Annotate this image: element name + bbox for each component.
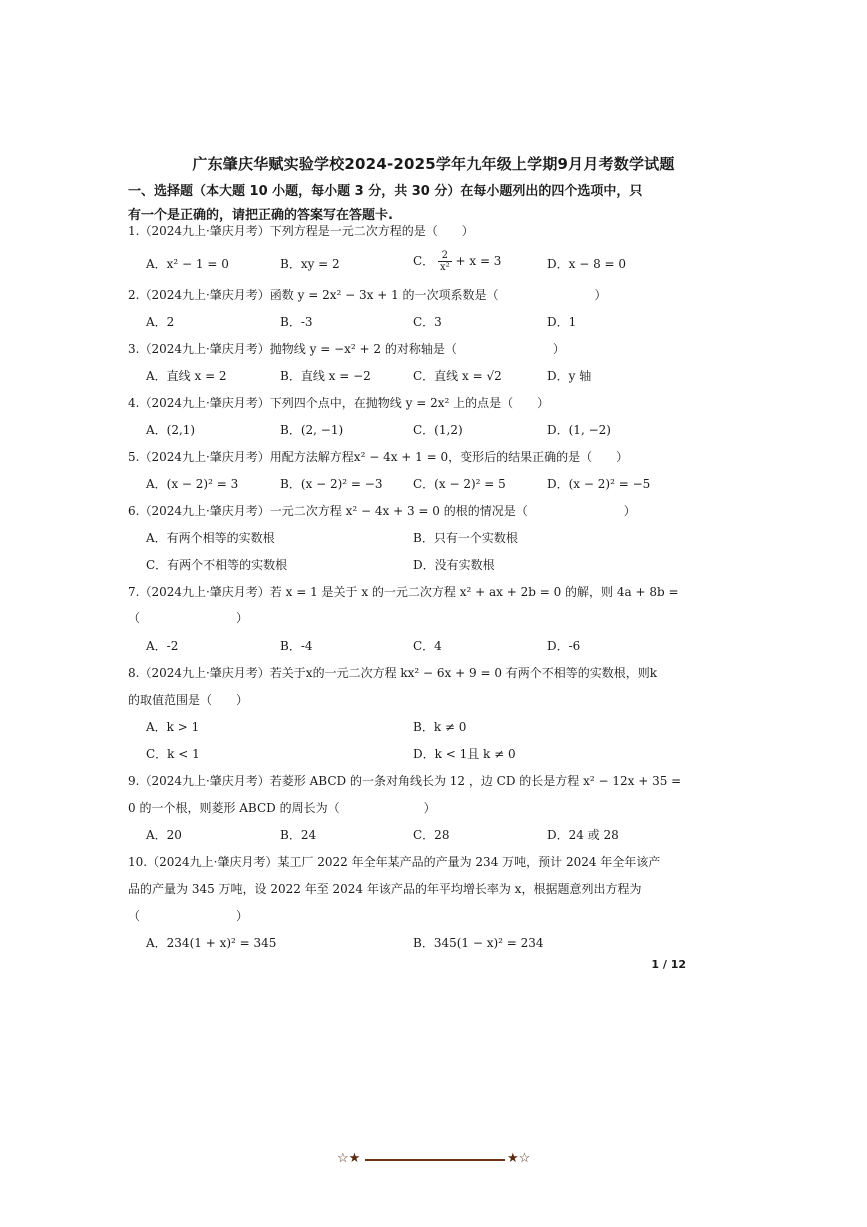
- question-7-option-a: A．-2: [146, 639, 179, 653]
- question-7-stem: 7.（2024九上·肇庆月考）若 x = 1 是关于 x 的一元二次方程 x² + ax + 2b = 0 的解，则 4a + 8b =: [128, 585, 679, 599]
- footer-ornament: [337, 1150, 533, 1170]
- question-4-option-c: C．(1,2): [413, 423, 463, 437]
- question-10-stem-line-3: （ ）: [128, 909, 249, 923]
- question-7-stem-line-2: （ ）: [128, 611, 249, 625]
- question-7-option-c: C．4: [413, 639, 442, 653]
- question-2-stem: 2.（2024九上·肇庆月考）函数 y = 2x² − 3x + 1 的一次项系数是（ ）: [128, 288, 607, 302]
- question-7-option-d: D．-6: [547, 639, 581, 653]
- question-1-option-b: B．xy = 2: [280, 257, 340, 271]
- question-8-option-b: B．k ≠ 0: [413, 720, 467, 734]
- fraction-denominator: x²: [440, 262, 450, 273]
- footer-left-stars-icon: ☆★: [337, 1151, 361, 1166]
- question-9-option-b: B．24: [280, 828, 317, 842]
- question-2-option-b: B．-3: [280, 315, 313, 329]
- question-9-stem: 9.（2024九上·肇庆月考）若菱形 ABCD 的一条对角线长为 12 ，边 CD 的长是方程 x² − 12x + 35 =: [128, 774, 682, 788]
- question-5-option-a: A．(x − 2)² = 3: [146, 477, 239, 491]
- question-3-stem: 3.（2024九上·肇庆月考）抛物线 y = −x² + 2 的对称轴是（ ）: [128, 342, 565, 356]
- question-9-stem-line-2: 0 的一个根，则菱形 ABCD 的周长为（ ）: [128, 801, 436, 815]
- question-4-option-a: A．(2,1): [146, 423, 196, 437]
- question-8-option-a: A．k > 1: [146, 720, 200, 734]
- question-1-option-c-label: C．: [413, 254, 435, 268]
- question-5-option-b: B．(x − 2)² = −3: [280, 477, 383, 491]
- page-number: 1 / 12: [651, 958, 686, 971]
- question-10-option-a: A．234(1 + x)² = 345: [146, 936, 277, 950]
- question-1-option-c-rest: + x = 3: [451, 254, 502, 268]
- question-4-option-d: D．(1, −2): [547, 423, 611, 437]
- question-9-option-a: A．20: [146, 828, 182, 842]
- question-8-stem-line-2: 的取值范围是（ ）: [128, 693, 249, 707]
- question-7-option-b: B．-4: [280, 639, 313, 653]
- question-5-stem: 5.（2024九上·肇庆月考）用配方法解方程x² − 4x + 1 = 0，变形后的结果正确的是（ ）: [128, 450, 629, 464]
- question-9-option-d: D．24 或 28: [547, 828, 619, 842]
- question-1-option-c-fraction: [438, 250, 452, 273]
- question-8-option-d: D．k < 1且 k ≠ 0: [413, 747, 516, 761]
- question-5-option-d: D．(x − 2)² = −5: [547, 477, 651, 491]
- question-6-option-d: D．没有实数根: [413, 558, 495, 572]
- question-9-option-c: C．28: [413, 828, 450, 842]
- page-title: 广东肇庆华赋实验学校2024-2025学年九年级上学期9月月考数学试题: [192, 155, 675, 173]
- question-8-stem: 8.（2024九上·肇庆月考）若关于x的一元二次方程 kx² − 6x + 9 = 0 有两个不相等的实数根，则k: [128, 666, 658, 680]
- section-heading-line-1: 一、选择题（本大题 10 小题，每小题 3 分，共 30 分）在每小题列出的四个选项中，只: [128, 184, 643, 199]
- question-8-option-c: C．k < 1: [146, 747, 200, 761]
- question-1-option-a: A．x² − 1 = 0: [146, 257, 229, 271]
- question-4-option-b: B．(2, −1): [280, 423, 344, 437]
- question-2-option-c: C．3: [413, 315, 442, 329]
- question-6-option-c: C．有两个不相等的实数根: [146, 558, 288, 572]
- question-2-option-d: D．1: [547, 315, 577, 329]
- question-2-option-a: A．2: [146, 315, 175, 329]
- footer-divider: [365, 1159, 505, 1161]
- question-3-option-b: B．直线 x = −2: [280, 369, 371, 383]
- fraction-numerator: 2: [438, 250, 452, 262]
- question-5-option-c: C．(x − 2)² = 5: [413, 477, 506, 491]
- question-10-stem-line-2: 品的产量为 345 万吨，设 2022 年至 2024 年该产品的年平均增长率为 x，根据题意列出方程为: [128, 882, 642, 896]
- question-10-stem: 10.（2024九上·肇庆月考）某工厂 2022 年全年某产品的产量为 234 万吨，预计 2024 年全年该产: [128, 855, 661, 869]
- footer-right-stars-icon: ★☆: [507, 1151, 531, 1166]
- question-6-option-a: A．有两个相等的实数根: [146, 531, 275, 545]
- question-4-stem: 4.（2024九上·肇庆月考）下列四个点中，在抛物线 y = 2x² 上的点是（ ）: [128, 396, 550, 410]
- section-heading-line-2: 有一个是正确的，请把正确的答案写在答题卡.: [128, 208, 393, 223]
- question-1-option-c: [413, 250, 501, 273]
- question-6-stem: 6.（2024九上·肇庆月考）一元二次方程 x² − 4x + 3 = 0 的根的情况是（ ）: [128, 504, 636, 518]
- question-3-option-d: D．y 轴: [547, 369, 592, 383]
- question-3-option-c: C．直线 x = √2: [413, 369, 502, 383]
- question-1-stem: 1.（2024九上·肇庆月考）下列方程是一元二次方程的是（ ）: [128, 224, 474, 238]
- question-10-option-b: B．345(1 − x)² = 234: [413, 936, 544, 950]
- question-1-option-d: D．x − 8 = 0: [547, 257, 627, 271]
- question-6-option-b: B．只有一个实数根: [413, 531, 518, 545]
- question-3-option-a: A．直线 x = 2: [146, 369, 227, 383]
